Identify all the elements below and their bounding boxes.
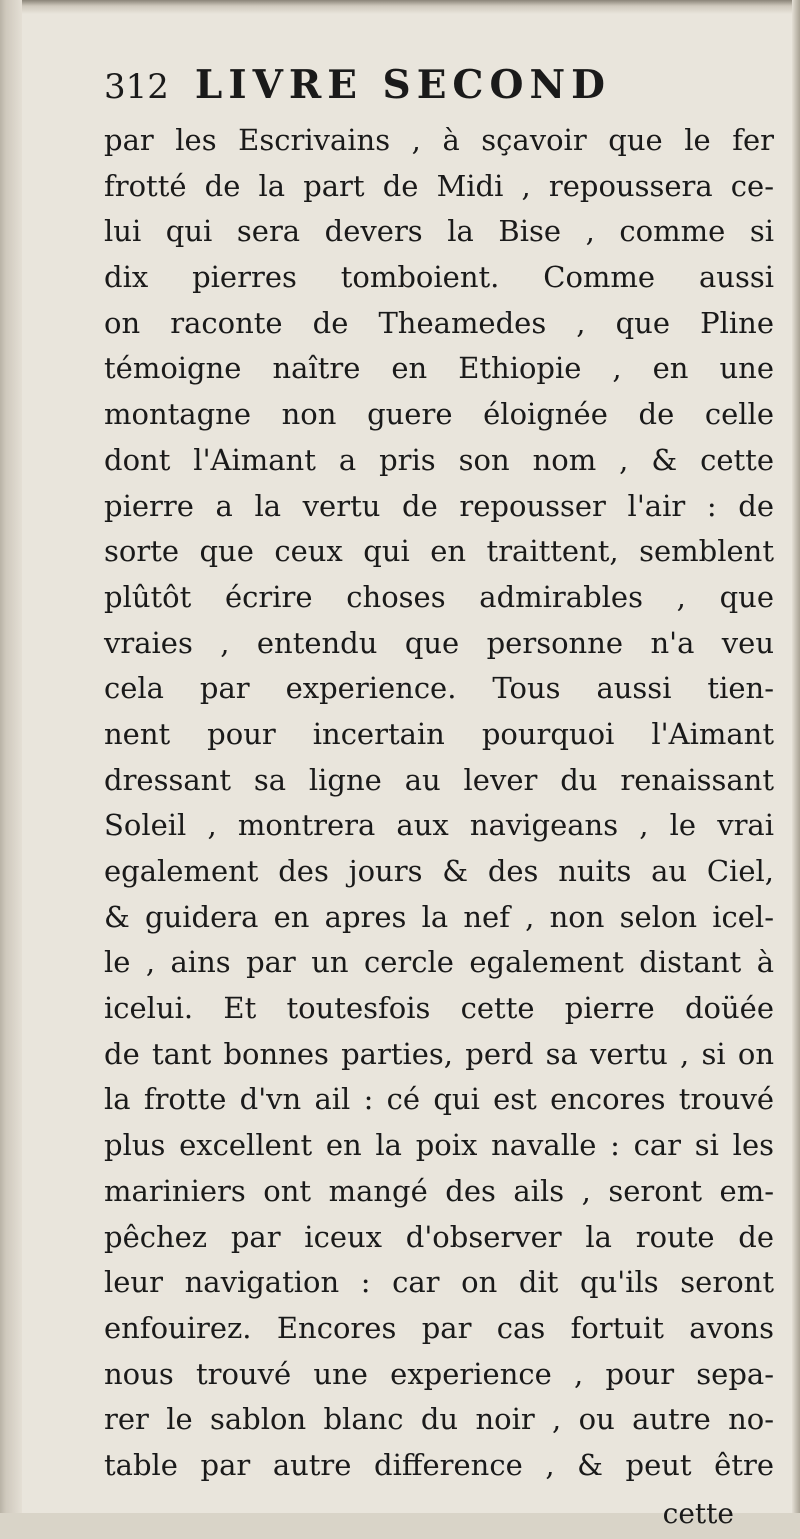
- text-line: de tant bonnes parties, perd sa vertu , si on: [104, 1036, 774, 1071]
- running-head: LIVRE SECOND: [194, 62, 611, 108]
- text-line: lui qui sera devers la Bise , comme si: [104, 214, 774, 249]
- text-line: dont l'Aimant a pris son nom , & cette: [104, 442, 774, 477]
- text-line: table par autre difference , & peut être: [104, 1447, 774, 1482]
- text-line: frotté de la part de Midi , repoussera ce-: [104, 168, 774, 203]
- catchword: cette: [662, 1496, 734, 1530]
- text-line: plus excellent en la poix navalle : car si les: [104, 1128, 774, 1163]
- text-line: egalement des jours & des nuits au Ciel,: [104, 854, 774, 888]
- text-line: montagne non guere éloignée de celle: [104, 397, 774, 432]
- text-line: cela par experience. Tous aussi tien-: [104, 671, 774, 706]
- text-line: enfouirez. Encores par cas fortuit avons: [104, 1310, 774, 1345]
- text-line: nent pour incertain pourquoi l'Aimant: [104, 716, 774, 751]
- page-gutter: [0, 0, 22, 1513]
- text-block: [104, 62, 774, 1539]
- text-line: pêchez par iceux d'observer la route de: [104, 1219, 774, 1254]
- page-right-edge: [792, 0, 800, 1513]
- text-line: le , ains par un cercle egalement distant à: [104, 945, 774, 980]
- text-line: dressant sa ligne au lever du renaissant: [104, 762, 774, 797]
- page-top-edge: [0, 0, 800, 14]
- text-line: icelui. Et toutesfois cette pierre doüée: [104, 991, 774, 1026]
- text-line: rer le sablon blanc du noir , ou autre no-: [104, 1402, 774, 1437]
- text-line: dix pierres tomboient. Comme aussi: [104, 260, 774, 295]
- text-line: plûtôt écrire choses admirables , que: [104, 579, 774, 614]
- page-header: [104, 62, 774, 118]
- text-line: vraies , entendu que personne n'a veu: [104, 625, 774, 660]
- text-line: mariniers ont mangé des ails , seront em-: [104, 1173, 774, 1208]
- text-line: pierre a la vertu de repousser l'air : de: [104, 488, 774, 523]
- text-line: Soleil , montrera aux navigeans , le vrai: [104, 808, 774, 843]
- body-text: [104, 118, 774, 1489]
- text-line: la frotte d'vn ail : cé qui est encores trouvé: [104, 1082, 774, 1117]
- text-line: nous trouvé une experience , pour sepa-: [104, 1356, 774, 1391]
- text-line: sorte que ceux qui en traittent, semblent: [104, 534, 774, 569]
- text-line: on raconte de Theamedes , que Pline: [104, 305, 774, 340]
- page-number: 312: [104, 67, 169, 107]
- text-line: & guidera en apres la nef , non selon icel-: [104, 899, 774, 934]
- text-line: par les Escrivains , à sçavoir que le fer: [104, 123, 774, 157]
- text-line: témoigne naître en Ethiopie , en une: [104, 351, 774, 386]
- catchword-row: [104, 1489, 774, 1539]
- text-line: leur navigation : car on dit qu'ils seront: [104, 1265, 774, 1300]
